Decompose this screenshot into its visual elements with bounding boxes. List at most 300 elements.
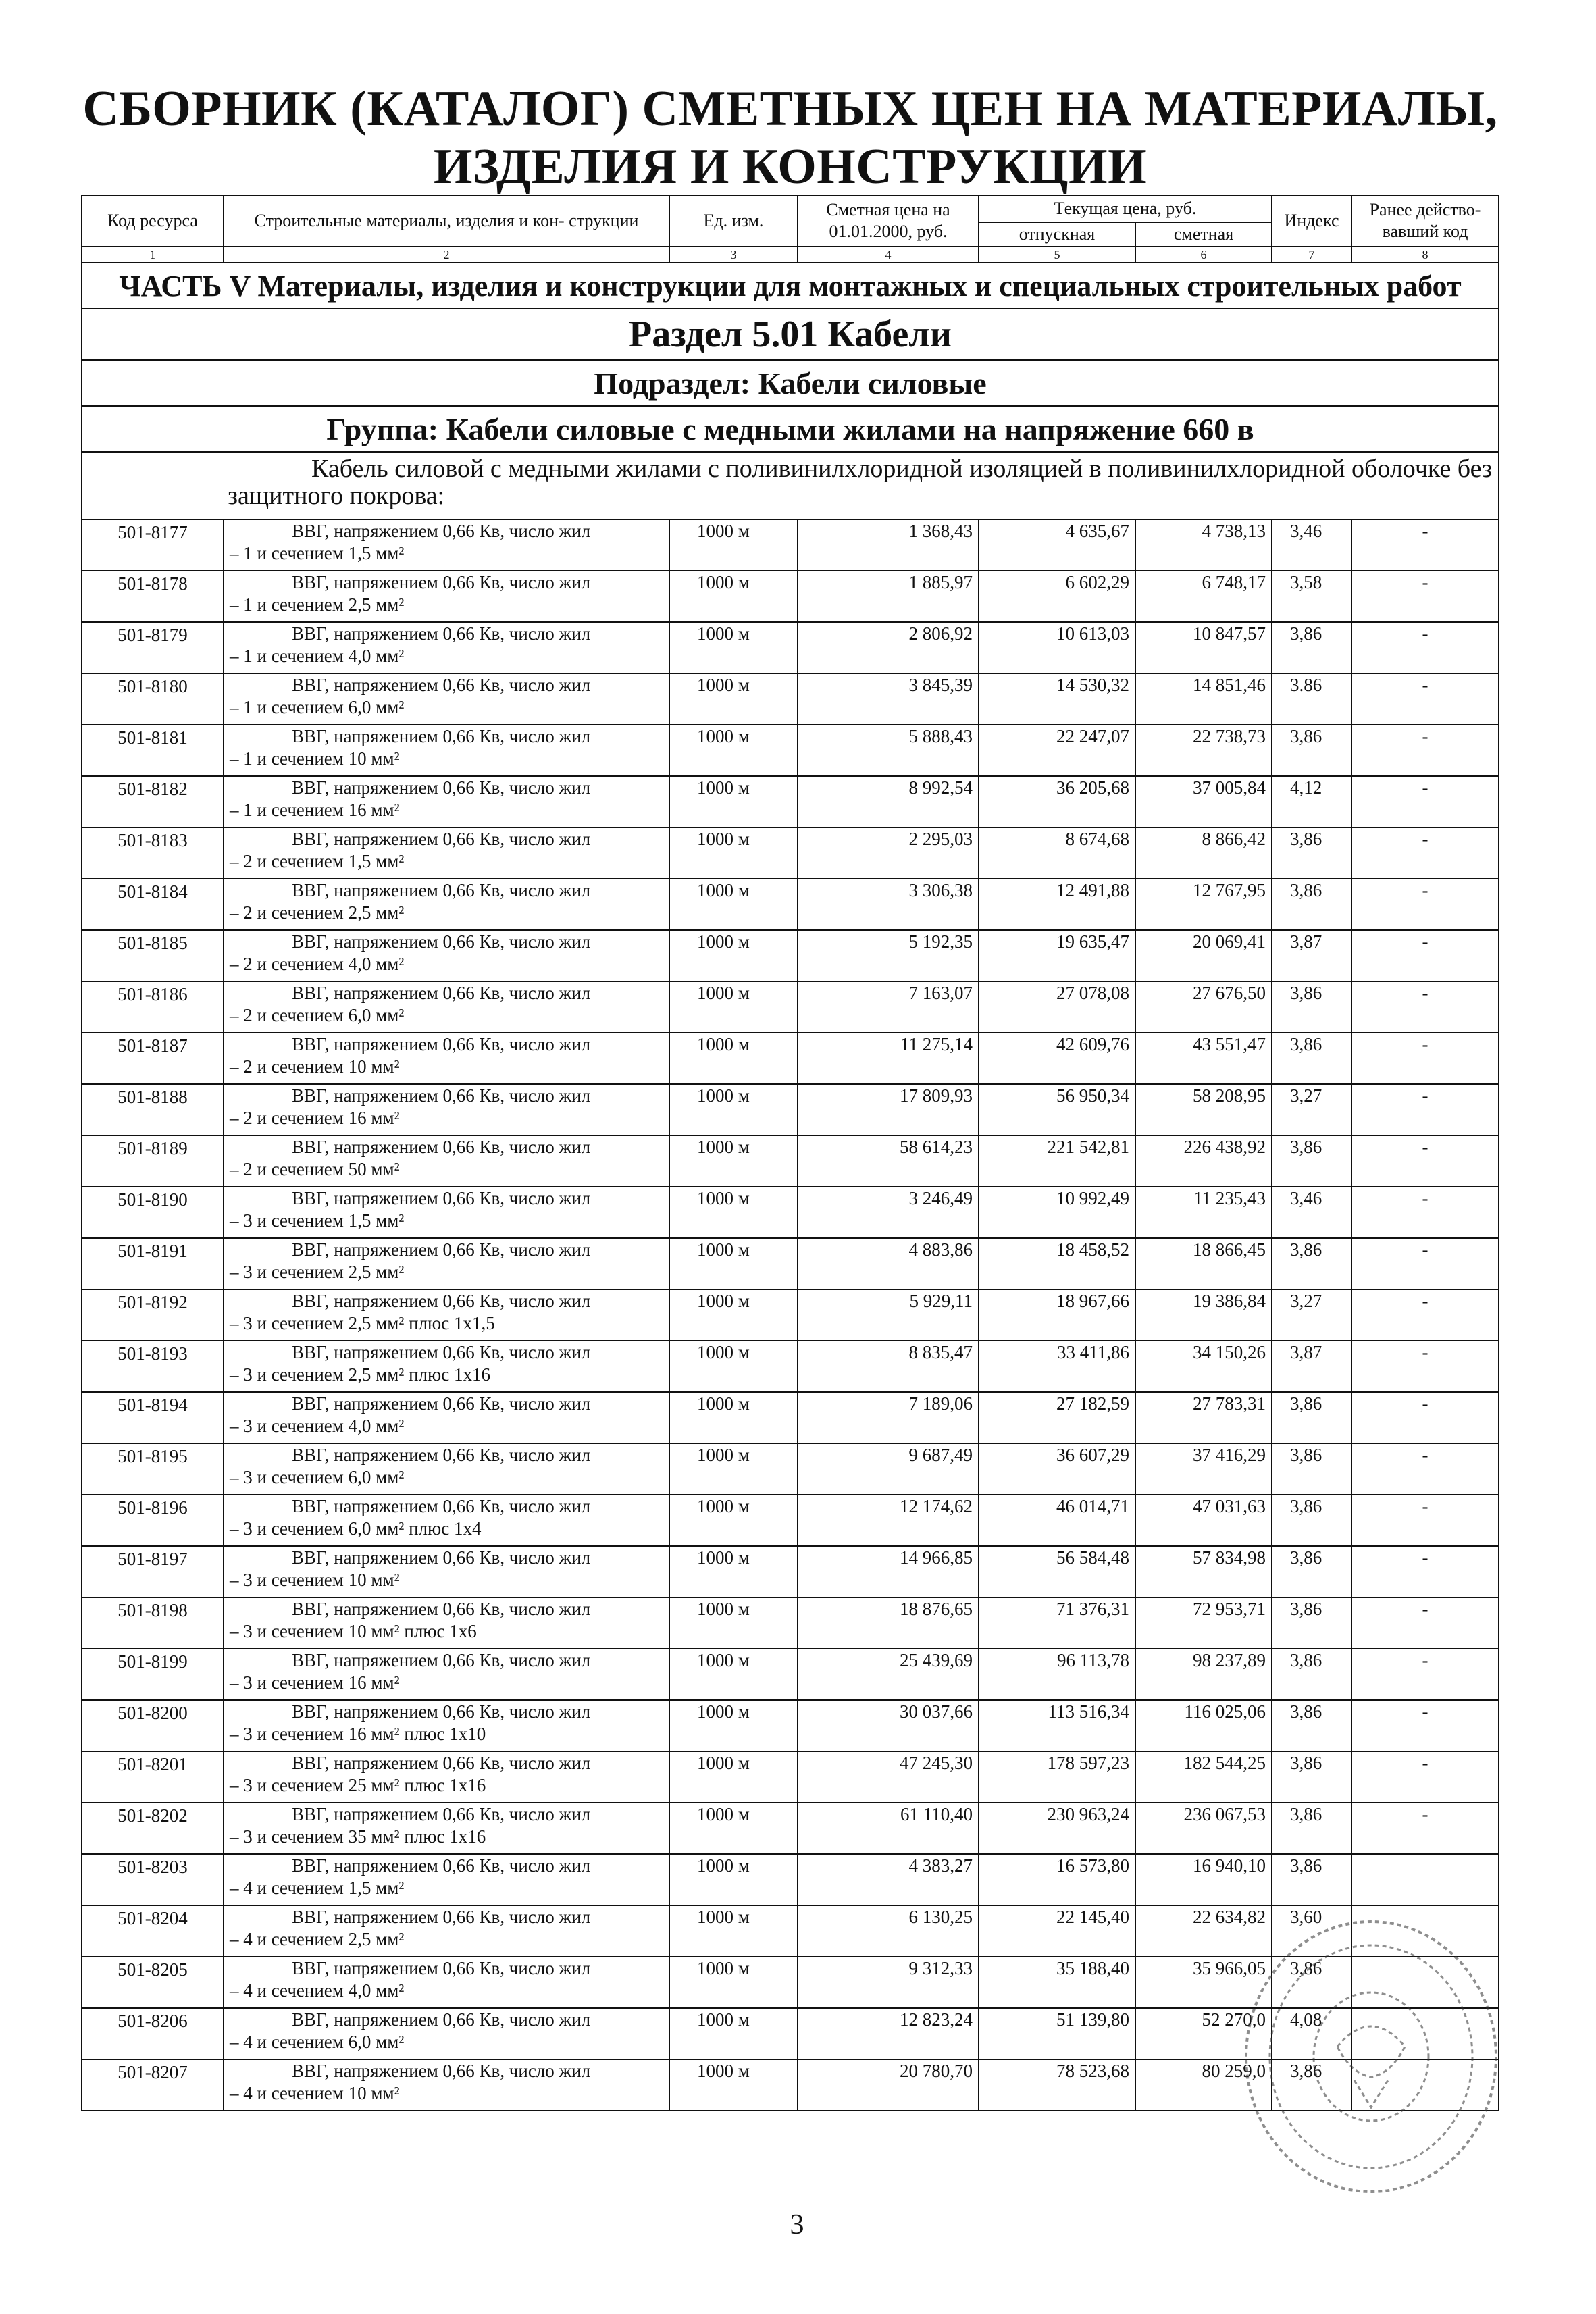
- estimate-price: 22 634,82: [1135, 1905, 1272, 1957]
- table-row: [82, 1341, 1499, 1392]
- base-price: 61 110,40: [798, 1803, 979, 1854]
- table-row: [82, 1289, 1499, 1341]
- resource-code: 501-8191: [82, 1238, 224, 1289]
- material-name-line-2: – 3 и сечением 25 мм² плюс 1х16: [230, 1775, 486, 1795]
- price-index: 3,86: [1272, 1443, 1352, 1495]
- unit: 1000 м: [669, 930, 798, 981]
- table-row: [82, 1187, 1499, 1238]
- base-price: 3 306,38: [798, 879, 979, 930]
- base-price: 9 312,33: [798, 1957, 979, 2008]
- table-row: [82, 1803, 1499, 1854]
- estimate-price: 27 783,31: [1135, 1392, 1272, 1443]
- material-name-line-1: ВВГ, напряжением 0,66 Кв, число жил: [292, 1701, 591, 1722]
- material-name-line-1: ВВГ, напряжением 0,66 Кв, число жил: [292, 1804, 591, 1824]
- official-seal: [1236, 1905, 1506, 2202]
- header-base-price: Сметная цена на 01.01.2000, руб.: [798, 195, 979, 247]
- material-name-line-2: – 1 и сечением 6,0 мм²: [230, 697, 405, 717]
- price-index: 4,12: [1272, 776, 1352, 827]
- base-price: 18 876,65: [798, 1597, 979, 1649]
- material-name-line-1: ВВГ, напряжением 0,66 Кв, число жил: [292, 1599, 591, 1619]
- price-index: 3,86: [1272, 1957, 1352, 2008]
- unit: 1000 м: [669, 1289, 798, 1341]
- material-name-line-1: ВВГ, напряжением 0,66 Кв, число жил: [292, 623, 591, 644]
- unit: 1000 м: [669, 725, 798, 776]
- previous-code: -: [1352, 519, 1499, 571]
- table-row: [82, 1084, 1499, 1135]
- unit: 1000 м: [669, 981, 798, 1033]
- release-price: 18 967,66: [979, 1289, 1135, 1341]
- base-price: 11 275,14: [798, 1033, 979, 1084]
- base-price: 8 992,54: [798, 776, 979, 827]
- material-name-line-1: ВВГ, напряжением 0,66 Кв, число жил: [292, 521, 591, 541]
- price-index: 3,86: [1272, 1392, 1352, 1443]
- material-name-line-2: – 4 и сечением 1,5 мм²: [230, 1878, 405, 1898]
- release-price: 14 530,32: [979, 673, 1135, 725]
- material-name: [224, 1700, 669, 1751]
- material-name: [224, 827, 669, 879]
- release-price: 178 597,23: [979, 1751, 1135, 1803]
- release-price: 56 950,34: [979, 1084, 1135, 1135]
- unit: 1000 м: [669, 1546, 798, 1597]
- material-name: [224, 1341, 669, 1392]
- unit: 1000 м: [669, 519, 798, 571]
- material-name-line-2: – 2 и сечением 1,5 мм²: [230, 851, 405, 871]
- table-row: [82, 725, 1499, 776]
- previous-code: -: [1352, 1033, 1499, 1084]
- release-price: 51 139,80: [979, 2008, 1135, 2059]
- unit: 1000 м: [669, 1084, 798, 1135]
- release-price: 6 602,29: [979, 571, 1135, 622]
- resource-code: 501-8183: [82, 827, 224, 879]
- table-row: [82, 1751, 1499, 1803]
- material-name-line-1: ВВГ, напряжением 0,66 Кв, число жил: [292, 1958, 591, 1978]
- table-row: [82, 1700, 1499, 1751]
- material-name-line-2: – 3 и сечением 6,0 мм²: [230, 1467, 405, 1487]
- previous-code: -: [1352, 1341, 1499, 1392]
- release-price: 230 963,24: [979, 1803, 1135, 1854]
- material-name-line-1: ВВГ, напряжением 0,66 Кв, число жил: [292, 726, 591, 746]
- part-heading: ЧАСТЬ V Материалы, изделия и конструкции для монтажных и специальных строительных работ: [82, 263, 1499, 309]
- resource-code: 501-8188: [82, 1084, 224, 1135]
- resource-code: 501-8196: [82, 1495, 224, 1546]
- material-name-line-2: – 3 и сечением 6,0 мм² плюс 1х4: [230, 1518, 482, 1539]
- resource-code: 501-8186: [82, 981, 224, 1033]
- previous-code: -: [1352, 1187, 1499, 1238]
- price-index: 3,86: [1272, 1546, 1352, 1597]
- previous-code: -: [1352, 622, 1499, 673]
- unit: 1000 м: [669, 1033, 798, 1084]
- column-number: 4: [798, 247, 979, 263]
- resource-code: 501-8185: [82, 930, 224, 981]
- estimate-price: 19 386,84: [1135, 1289, 1272, 1341]
- price-index: 3,86: [1272, 981, 1352, 1033]
- table-row: [82, 622, 1499, 673]
- release-price: 16 573,80: [979, 1854, 1135, 1905]
- estimate-price: 6 748,17: [1135, 571, 1272, 622]
- column-number: 3: [669, 247, 798, 263]
- material-name: [224, 571, 669, 622]
- unit: 1000 м: [669, 2008, 798, 2059]
- table-row: [82, 1495, 1499, 1546]
- material-name: [224, 673, 669, 725]
- base-price: 30 037,66: [798, 1700, 979, 1751]
- material-name-line-2: – 3 и сечением 2,5 мм² плюс 1х1,5: [230, 1313, 495, 1333]
- material-name-line-2: – 2 и сечением 4,0 мм²: [230, 954, 405, 974]
- table-row: [82, 827, 1499, 879]
- resource-code: 501-8184: [82, 879, 224, 930]
- table-row: [82, 673, 1499, 725]
- material-name-line-2: – 2 и сечением 10 мм²: [230, 1056, 400, 1077]
- material-name: [224, 725, 669, 776]
- material-name-line-1: ВВГ, напряжением 0,66 Кв, число жил: [292, 829, 591, 849]
- table-row: [82, 930, 1499, 981]
- release-price: 27 078,08: [979, 981, 1135, 1033]
- base-price: 12 174,62: [798, 1495, 979, 1546]
- resource-code: 501-8201: [82, 1751, 224, 1803]
- header-release-price: отпускная: [979, 222, 1135, 247]
- release-price: 42 609,76: [979, 1033, 1135, 1084]
- base-price: 8 835,47: [798, 1341, 979, 1392]
- price-index: 3,27: [1272, 1084, 1352, 1135]
- material-name-line-2: – 4 и сечением 10 мм²: [230, 2083, 400, 2103]
- price-index: 3,87: [1272, 1341, 1352, 1392]
- subsection-heading: Подраздел: Кабели силовые: [82, 360, 1499, 406]
- estimate-price: 4 738,13: [1135, 519, 1272, 571]
- material-name-line-1: ВВГ, напряжением 0,66 Кв, число жил: [292, 1393, 591, 1414]
- price-index: 3,86: [1272, 827, 1352, 879]
- material-name-line-1: ВВГ, напряжением 0,66 Кв, число жил: [292, 1085, 591, 1106]
- material-name: [224, 1187, 669, 1238]
- price-index: 3,46: [1272, 1187, 1352, 1238]
- unit: 1000 м: [669, 1597, 798, 1649]
- column-number: 2: [224, 247, 669, 263]
- base-price: 2 806,92: [798, 622, 979, 673]
- material-name-line-2: – 3 и сечением 16 мм²: [230, 1672, 400, 1693]
- base-price: 58 614,23: [798, 1135, 979, 1187]
- base-price: 17 809,93: [798, 1084, 979, 1135]
- table-row: [82, 776, 1499, 827]
- header-estimate-price: сметная: [1135, 222, 1272, 247]
- material-name-line-1: ВВГ, напряжением 0,66 Кв, число жил: [292, 1137, 591, 1157]
- unit: 1000 м: [669, 776, 798, 827]
- price-index: 3,86: [1272, 1803, 1352, 1854]
- price-index: 3,58: [1272, 571, 1352, 622]
- unit: 1000 м: [669, 571, 798, 622]
- estimate-price: 22 738,73: [1135, 725, 1272, 776]
- price-index: 3,46: [1272, 519, 1352, 571]
- header-prev-code: Ранее действо- вавший код: [1352, 195, 1499, 247]
- column-number: 8: [1352, 247, 1499, 263]
- material-name-line-2: – 4 и сечением 2,5 мм²: [230, 1929, 405, 1949]
- previous-code: -: [1352, 1700, 1499, 1751]
- base-price: 5 888,43: [798, 725, 979, 776]
- previous-code: -: [1352, 1597, 1499, 1649]
- release-price: 36 607,29: [979, 1443, 1135, 1495]
- unit: 1000 м: [669, 1803, 798, 1854]
- table-row: [82, 1546, 1499, 1597]
- base-price: 9 687,49: [798, 1443, 979, 1495]
- material-name: [224, 1546, 669, 1597]
- unit: 1000 м: [669, 1854, 798, 1905]
- header-name: Строительные материалы, изделия и кон- струкции: [224, 195, 669, 247]
- unit: 1000 м: [669, 1905, 798, 1957]
- price-index: 3,86: [1272, 1854, 1352, 1905]
- material-name-line-1: ВВГ, напряжением 0,66 Кв, число жил: [292, 1188, 591, 1208]
- resource-code: 501-8193: [82, 1341, 224, 1392]
- release-price: 46 014,71: [979, 1495, 1135, 1546]
- material-name: [224, 2008, 669, 2059]
- previous-code: -: [1352, 571, 1499, 622]
- resource-code: 501-8202: [82, 1803, 224, 1854]
- material-name-line-1: ВВГ, напряжением 0,66 Кв, число жил: [292, 1547, 591, 1568]
- base-price: 12 823,24: [798, 2008, 979, 2059]
- resource-code: 501-8207: [82, 2059, 224, 2111]
- release-price: 33 411,86: [979, 1341, 1135, 1392]
- table-row: [82, 1033, 1499, 1084]
- material-name: [224, 1854, 669, 1905]
- release-price: 4 635,67: [979, 519, 1135, 571]
- resource-code: 501-8180: [82, 673, 224, 725]
- material-name-line-2: – 3 и сечением 10 мм²: [230, 1570, 400, 1590]
- base-price: 47 245,30: [798, 1751, 979, 1803]
- previous-code: -: [1352, 1751, 1499, 1803]
- release-price: 10 613,03: [979, 622, 1135, 673]
- estimate-price: 14 851,46: [1135, 673, 1272, 725]
- release-price: 56 584,48: [979, 1546, 1135, 1597]
- release-price: 22 145,40: [979, 1905, 1135, 1957]
- resource-code: 501-8194: [82, 1392, 224, 1443]
- base-price: 14 966,85: [798, 1546, 979, 1597]
- price-index: 3,86: [1272, 879, 1352, 930]
- unit: 1000 м: [669, 1957, 798, 2008]
- resource-code: 501-8205: [82, 1957, 224, 2008]
- material-name-line-2: – 3 и сечением 10 мм² плюс 1х6: [230, 1621, 477, 1641]
- material-name-line-1: ВВГ, напряжением 0,66 Кв, число жил: [292, 1239, 591, 1260]
- estimate-price: 27 676,50: [1135, 981, 1272, 1033]
- estimate-price: 37 005,84: [1135, 776, 1272, 827]
- previous-code: -: [1352, 930, 1499, 981]
- material-name-line-1: ВВГ, напряжением 0,66 Кв, число жил: [292, 1034, 591, 1054]
- unit: 1000 м: [669, 827, 798, 879]
- release-price: 71 376,31: [979, 1597, 1135, 1649]
- table-row: [82, 1854, 1499, 1905]
- page-number: 3: [790, 2209, 804, 2240]
- previous-code: -: [1352, 776, 1499, 827]
- unit: 1000 м: [669, 2059, 798, 2111]
- estimate-price: 37 416,29: [1135, 1443, 1272, 1495]
- estimate-price: 57 834,98: [1135, 1546, 1272, 1597]
- material-name: [224, 1392, 669, 1443]
- material-name: [224, 1597, 669, 1649]
- material-name-line-1: ВВГ, напряжением 0,66 Кв, число жил: [292, 2061, 591, 2081]
- previous-code: -: [1352, 879, 1499, 930]
- estimate-price: 12 767,95: [1135, 879, 1272, 930]
- material-name-line-2: – 1 и сечением 1,5 мм²: [230, 543, 405, 563]
- base-price: 7 163,07: [798, 981, 979, 1033]
- base-price: 2 295,03: [798, 827, 979, 879]
- unit: 1000 м: [669, 622, 798, 673]
- material-name: [224, 1495, 669, 1546]
- material-name: [224, 1649, 669, 1700]
- estimate-price: 18 866,45: [1135, 1238, 1272, 1289]
- material-name-line-2: – 4 и сечением 4,0 мм²: [230, 1980, 405, 2001]
- material-name-line-1: ВВГ, напряжением 0,66 Кв, число жил: [292, 1291, 591, 1311]
- base-price: 7 189,06: [798, 1392, 979, 1443]
- estimate-price: 11 235,43: [1135, 1187, 1272, 1238]
- material-name-line-2: – 3 и сечением 16 мм² плюс 1х10: [230, 1724, 486, 1744]
- column-number: 6: [1135, 247, 1272, 263]
- price-index: 3,86: [1272, 1751, 1352, 1803]
- estimate-price: 34 150,26: [1135, 1341, 1272, 1392]
- estimate-price: 35 966,05: [1135, 1957, 1272, 2008]
- release-price: 36 205,68: [979, 776, 1135, 827]
- unit: 1000 м: [669, 1135, 798, 1187]
- unit: 1000 м: [669, 673, 798, 725]
- estimate-price: 20 069,41: [1135, 930, 1272, 981]
- base-price: 25 439,69: [798, 1649, 979, 1700]
- material-name-line-2: – 2 и сечением 6,0 мм²: [230, 1005, 405, 1025]
- material-name-line-2: – 4 и сечением 6,0 мм²: [230, 2032, 405, 2052]
- estimate-price: 226 438,92: [1135, 1135, 1272, 1187]
- resource-code: 501-8192: [82, 1289, 224, 1341]
- release-price: 19 635,47: [979, 930, 1135, 981]
- header-current-price: Текущая цена, руб.: [979, 195, 1272, 222]
- previous-code: -: [1352, 673, 1499, 725]
- previous-code: [1352, 1854, 1499, 1905]
- resource-code: 501-8199: [82, 1649, 224, 1700]
- price-index: 3.86: [1272, 673, 1352, 725]
- material-name: [224, 1135, 669, 1187]
- price-index: 3,86: [1272, 1033, 1352, 1084]
- material-name: [224, 1751, 669, 1803]
- unit: 1000 м: [669, 879, 798, 930]
- price-index: 3,86: [1272, 1597, 1352, 1649]
- price-index: 3,27: [1272, 1289, 1352, 1341]
- material-name: [224, 930, 669, 981]
- release-price: 22 247,07: [979, 725, 1135, 776]
- material-name-line-1: ВВГ, напряжением 0,66 Кв, число жил: [292, 880, 591, 900]
- resource-code: 501-8182: [82, 776, 224, 827]
- previous-code: -: [1352, 725, 1499, 776]
- table-row: [82, 519, 1499, 571]
- material-name: [224, 519, 669, 571]
- group-note: Кабель силовой с медными жилами с поливинилхлоридной изоляцией в поливинилхлоридной оболочке без защитного покрова:: [82, 452, 1499, 519]
- resource-code: 501-8204: [82, 1905, 224, 1957]
- previous-code: -: [1352, 1546, 1499, 1597]
- table-row: [82, 1238, 1499, 1289]
- material-name-line-1: ВВГ, напряжением 0,66 Кв, число жил: [292, 572, 591, 592]
- material-name-line-2: – 3 и сечением 4,0 мм²: [230, 1416, 405, 1436]
- resource-code: 501-8203: [82, 1854, 224, 1905]
- material-name-line-2: – 1 и сечением 4,0 мм²: [230, 646, 405, 666]
- table-row: [82, 1135, 1499, 1187]
- resource-code: 501-8198: [82, 1597, 224, 1649]
- section-heading: Раздел 5.01 Кабели: [82, 309, 1499, 360]
- unit: 1000 м: [669, 1238, 798, 1289]
- material-name-line-2: – 1 и сечением 16 мм²: [230, 800, 400, 820]
- material-name-line-1: ВВГ, напряжением 0,66 Кв, число жил: [292, 777, 591, 798]
- resource-code: 501-8190: [82, 1187, 224, 1238]
- resource-code: 501-8189: [82, 1135, 224, 1187]
- price-index: 3,86: [1272, 622, 1352, 673]
- table-row: [82, 1443, 1499, 1495]
- material-name: [224, 1033, 669, 1084]
- unit: 1000 м: [669, 1751, 798, 1803]
- estimate-price: 47 031,63: [1135, 1495, 1272, 1546]
- unit: 1000 м: [669, 1443, 798, 1495]
- previous-code: -: [1352, 1495, 1499, 1546]
- material-name-line-2: – 1 и сечением 10 мм²: [230, 748, 400, 769]
- previous-code: -: [1352, 1084, 1499, 1135]
- resource-code: 501-8181: [82, 725, 224, 776]
- column-number: 7: [1272, 247, 1352, 263]
- material-name-line-1: ВВГ, напряжением 0,66 Кв, число жил: [292, 983, 591, 1003]
- price-index: 3,86: [1272, 1700, 1352, 1751]
- unit: 1000 м: [669, 1700, 798, 1751]
- material-name-line-2: – 1 и сечением 2,5 мм²: [230, 594, 405, 615]
- material-name-line-1: ВВГ, напряжением 0,66 Кв, число жил: [292, 1855, 591, 1876]
- price-index: 3,60: [1272, 1905, 1352, 1957]
- material-name: [224, 1803, 669, 1854]
- release-price: 221 542,81: [979, 1135, 1135, 1187]
- release-price: 8 674,68: [979, 827, 1135, 879]
- material-name: [224, 1084, 669, 1135]
- material-name-line-1: ВВГ, напряжением 0,66 Кв, число жил: [292, 2009, 591, 2030]
- unit: 1000 м: [669, 1392, 798, 1443]
- estimate-price: 236 067,53: [1135, 1803, 1272, 1854]
- estimate-price: 16 940,10: [1135, 1854, 1272, 1905]
- release-price: 12 491,88: [979, 879, 1135, 930]
- material-name: [224, 2059, 669, 2111]
- group-heading: Группа: Кабели силовые с медными жилами на напряжение 660 в: [82, 406, 1499, 452]
- material-name: [224, 1957, 669, 2008]
- table-row: [82, 981, 1499, 1033]
- previous-code: -: [1352, 1443, 1499, 1495]
- estimate-price: 52 270,0: [1135, 2008, 1272, 2059]
- estimate-price: 58 208,95: [1135, 1084, 1272, 1135]
- material-name-line-1: ВВГ, напряжением 0,66 Кв, число жил: [292, 1907, 591, 1927]
- table-row: [82, 571, 1499, 622]
- section-headings: [82, 263, 1499, 519]
- release-price: 78 523,68: [979, 2059, 1135, 2111]
- resource-code: 501-8206: [82, 2008, 224, 2059]
- material-name-line-2: – 2 и сечением 16 мм²: [230, 1108, 400, 1128]
- material-name: [224, 981, 669, 1033]
- material-name-line-1: ВВГ, напряжением 0,66 Кв, число жил: [292, 931, 591, 952]
- header-unit: Ед. изм.: [669, 195, 798, 247]
- release-price: 113 516,34: [979, 1700, 1135, 1751]
- header-code: Код ресурса: [82, 195, 224, 247]
- release-price: 35 188,40: [979, 1957, 1135, 2008]
- material-name: [224, 879, 669, 930]
- estimate-price: 116 025,06: [1135, 1700, 1272, 1751]
- base-price: 3 845,39: [798, 673, 979, 725]
- material-name-line-2: – 3 и сечением 1,5 мм²: [230, 1210, 405, 1231]
- unit: 1000 м: [669, 1341, 798, 1392]
- unit: 1000 м: [669, 1495, 798, 1546]
- estimate-price: 72 953,71: [1135, 1597, 1272, 1649]
- material-name: [224, 776, 669, 827]
- estimate-price: 43 551,47: [1135, 1033, 1272, 1084]
- column-number: 5: [979, 247, 1135, 263]
- price-index: 3,86: [1272, 1649, 1352, 1700]
- price-index: 3,87: [1272, 930, 1352, 981]
- base-price: 4 883,86: [798, 1238, 979, 1289]
- release-price: 10 992,49: [979, 1187, 1135, 1238]
- price-index: 3,86: [1272, 725, 1352, 776]
- catalog-title: [81, 80, 1499, 196]
- previous-code: -: [1352, 1392, 1499, 1443]
